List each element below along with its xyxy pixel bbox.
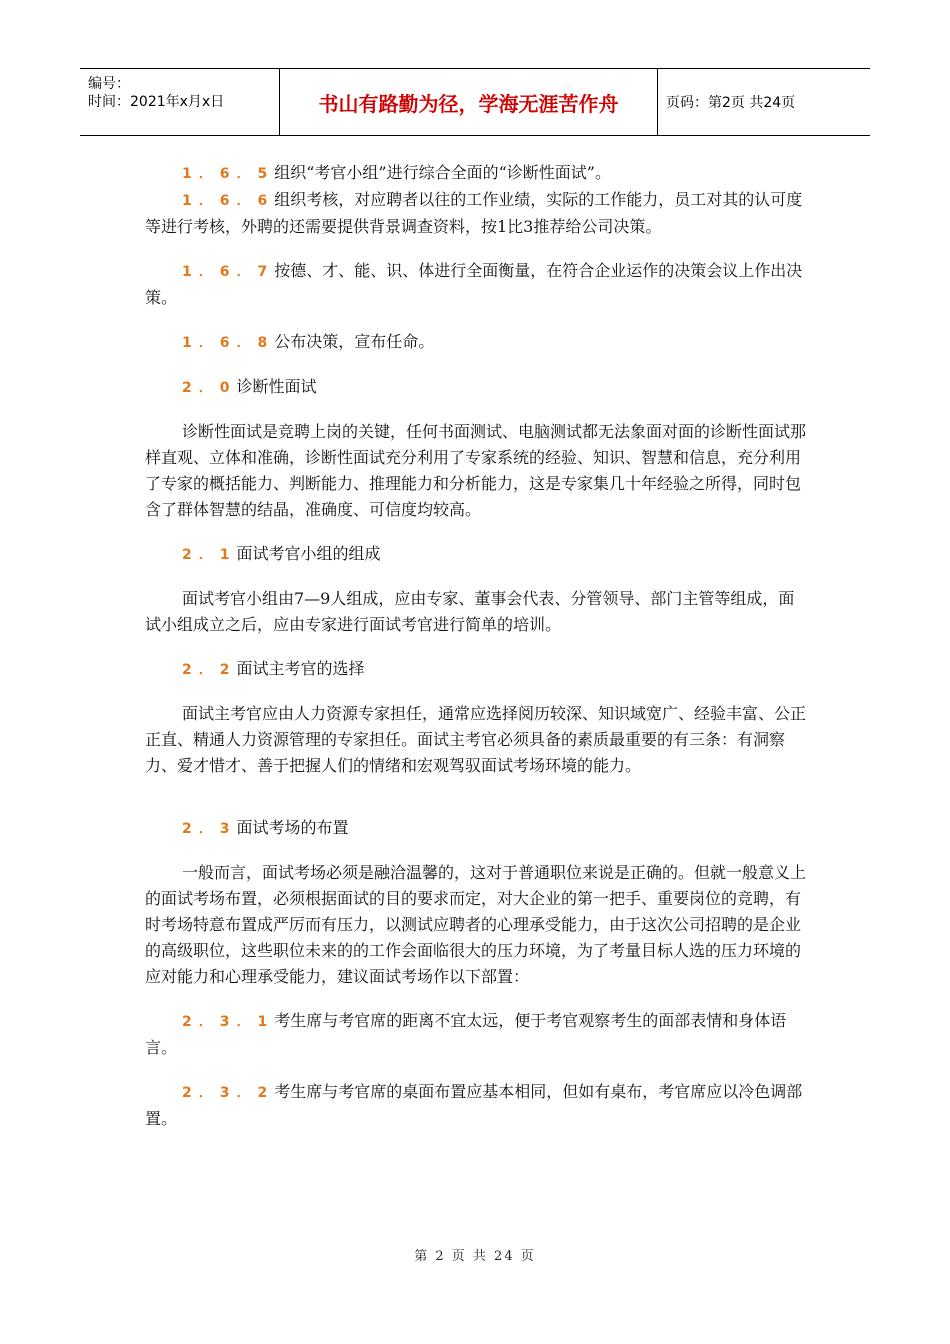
doc-date-label: 时间：2021年x月x日: [88, 94, 225, 110]
section-number: 2．3: [182, 821, 237, 837]
heading-text: 面试主考官的选择: [236, 659, 365, 678]
section-number: 1．6．8: [182, 335, 275, 351]
section-number: 2．3．1: [182, 1014, 275, 1030]
section-number: 2．2: [182, 662, 237, 678]
section-number: 2．1: [182, 547, 237, 563]
heading-text: 面试考场的布置: [236, 818, 349, 837]
paragraph-text: 组织考核，对应聘者以往的工作业绩，实际的工作能力，员工对其的认可度等进行考核，外聘的还需要提供背景调查资料，按1比3推荐给公司决策。: [145, 190, 803, 236]
paragraph-text: 考生席与考官席的桌面布置应基本相同，但如有桌布，考官席应以冷色调部置。: [145, 1082, 803, 1128]
heading-2-0: [145, 374, 810, 401]
paragraph-body: 面试考官小组由7—9人组成，应由专家、董事会代表、分管领导、部门主管等组成，面试小组成立之后，应由专家进行面试考官进行简单的培训。: [145, 589, 795, 634]
section-number: 2．0: [182, 380, 237, 396]
section-number: 1．6．5: [182, 166, 275, 182]
header-left-cell: [80, 69, 280, 135]
paragraph-body: 一般而言，面试考场必须是融洽温馨的，这对于普通职位来说是正确的。但就一般意义上的面试考场布置，必须根据面试的目的要求而定，对大企业的第一把手、重要岗位的竞聘，有时考场特意布置成严厉而有压力，以测试应聘者的心理承受能力，由于这次公司招聘的是企业的高级职位，这些职位未来的的工作会面临很大的压力环境，为了考量目标人选的压力环境的应对能力和心理承受能力，建议面试考场作以下部置：: [145, 863, 807, 986]
section-number: 1．6．7: [182, 264, 275, 280]
heading-2-1: [145, 541, 810, 568]
section-number: 1．6．6: [182, 193, 275, 209]
paragraph-text: 公布决策，宣布任命。: [274, 332, 435, 351]
paragraph-body: 面试主考官应由人力资源专家担任，通常应选择阅历较深、知识域宽广、经验丰富、公正正直、精通人力资源管理的专家担任。面试主考官必须具备的素质最重要的有三条：有洞察力、爱才惜才、善于把握人们的情绪和宏观驾驭面试考场环境的能力。: [145, 704, 807, 775]
paragraph-body: 诊断性面试是竞聘上岗的关键，任何书面测试、电脑测试都无法象面对面的诊断性面试那样直观、立体和准确，诊断性面试充分利用了专家系统的经验、知识、智慧和信息，充分利用了专家的概括能力、判断能力、推理能力和分析能力，这是专家集几十年经验之所得，同时包含了群体智慧的结晶，准确度、可信度均较高。: [145, 422, 807, 519]
doc-id-label: 编号：: [88, 76, 130, 92]
document-body: [145, 160, 810, 1150]
heading-2-3: [145, 815, 810, 842]
header-motto: 书山有路勤为径，学海无涯苦作舟: [280, 69, 658, 135]
page-header: [80, 68, 870, 136]
paragraph-1-6-7: [145, 258, 810, 311]
paragraph-1-6-5: [145, 160, 810, 187]
header-page-info: 页码：第2页 共24页: [666, 95, 796, 111]
heading-text: 面试考官小组的组成: [236, 544, 381, 563]
paragraph-text: 组织“考官小组”进行综合全面的“诊断性面试”。: [274, 163, 611, 182]
heading-text: 诊断性面试: [236, 377, 317, 396]
section-number: 2．3．2: [182, 1085, 275, 1101]
paragraph-text: 考生席与考官席的距离不宜太远，便于考官观察考生的面部表情和身体语言。: [145, 1011, 787, 1057]
paragraph-2-3-1: [145, 1008, 810, 1061]
page-footer: 第 2 页 共 24 页: [414, 1249, 536, 1264]
paragraph-text: 按德、才、能、识、体进行全面衡量，在符合企业运作的决策会议上作出决策。: [145, 261, 803, 307]
paragraph-2-3-2: [145, 1079, 810, 1132]
heading-2-2: [145, 656, 810, 683]
paragraph-1-6-8: [145, 329, 810, 356]
paragraph-1-6-6: [145, 187, 810, 240]
